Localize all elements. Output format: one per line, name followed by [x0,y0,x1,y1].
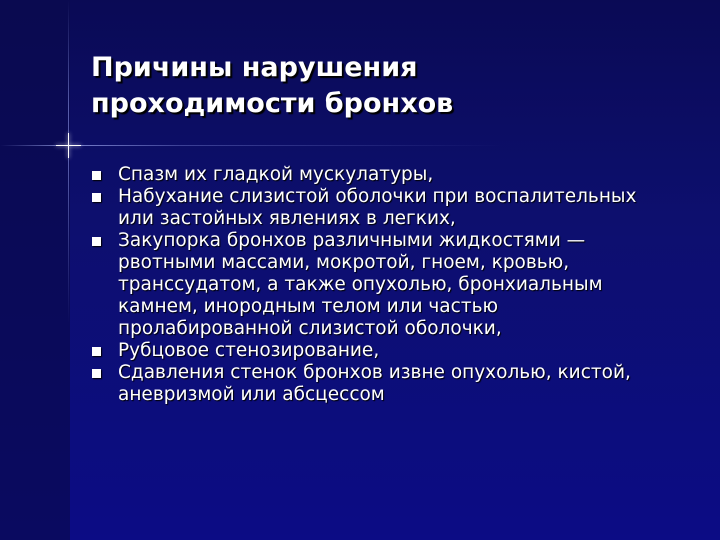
square-bullet-icon [92,237,101,246]
square-bullet-icon [92,347,101,356]
bullet-text: Спазм их гладкой мускулатуры, [118,164,434,185]
bullet-list [92,164,672,406]
square-bullet-icon [92,369,101,378]
sparkle-icon [56,133,81,158]
bullet-item [92,230,672,340]
bullet-item [92,164,672,186]
title-line-1: Причины нарушения [91,52,418,83]
left-band [0,0,70,540]
bullet-text: Рубцовое стенозирование, [118,340,380,361]
bullet-text: Сдавления стенок бронхов извне опухолью, кистой, аневризмой или абсцессом [118,362,631,405]
bullet-text: Закупорка бронхов различными жидкостями — рвотными массами, мокротой, гноем, кровью, транссудатом, а также опухолью, бронхиальным камнем, инородным телом или частью пролабированной слизистой оболочки, [118,230,603,339]
bullet-text: Набухание слизистой оболочки при воспалительных или застойных явлениях в легких, [118,186,637,229]
bullet-item [92,186,672,230]
square-bullet-icon [92,193,101,202]
bullet-item [92,362,672,406]
square-bullet-icon [92,171,101,180]
slide-title [91,50,691,122]
vertical-decor-line [68,0,69,540]
title-line-2: проходимости бронхов [91,88,454,119]
horizontal-decor-line [0,145,720,146]
bullet-item [92,340,672,362]
